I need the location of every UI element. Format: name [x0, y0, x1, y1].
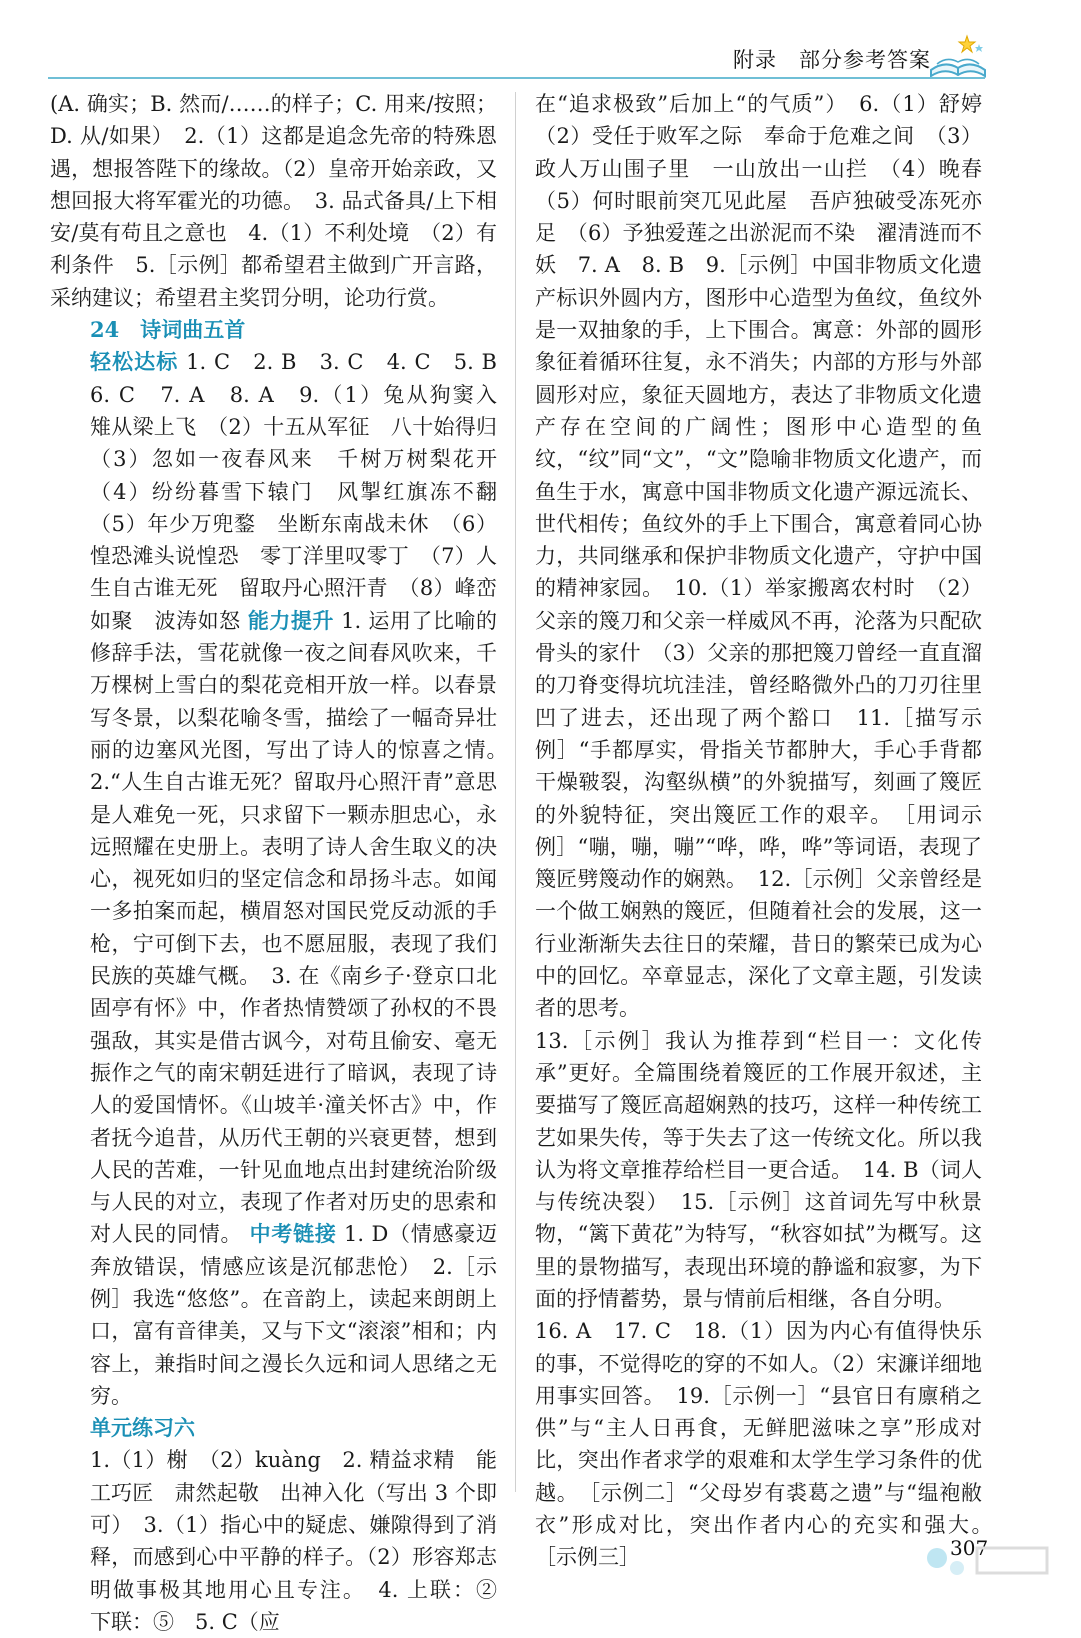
page-header	[0, 0, 1081, 90]
section-heading: 单元练习六	[90, 1415, 195, 1441]
watermark-logo-icon	[907, 1528, 1067, 1588]
answer-block: 在“追求极致”后加上“的气质”） 6.（1）舒婷 （2）受任于败军之际 奉命于危难之间 （3）政人万山围子里 一山放出一山拦 （4）晚春 （5）何时眼前突兀见此屋 吾庐独破受冻死亦足 （6）予独爱莲之出淤泥而不染 濯清涟而不妖 7. A 8. B 9.［示例］中国非物质文化遗产标识外圆内方，图形中心造型为鱼纹，鱼纹外是一双抽象的手，上下围合。寓意：外部的圆形象征着循环往复，永不消失；内部的方形与外部圆形对应，象征天圆地方，表达了非物质文化遗产存在空间的广阔性；图形中心造型的鱼纹，“纹”同“文”，“文”隐喻非物质文化遗产，而鱼生于水，寓意中国非物质文化遗产源远流长、世代相传；鱼纹外的手上下围合，寓意着同心协力，共同继承和保护非物质文化遗产，守护中国的精神家园。 10.（1）举家搬离农村时 （2）父亲的篾刀和父亲一样威风不再，沦落为只配砍骨头的家什 （3）父亲的那把篾刀曾经一直直溜的刀脊变得坑坑洼洼，曾经略微外凸的刀刃往里凹了进去，还出现了两个豁口 11.［描写示例］“手都厚实，骨指关节都肿大，手心手背都干燥皲裂，沟壑纵横”的外貌描写，刻画了篾匠的外貌特征，突出篾匠工作的艰辛。 ［用词示例］“嘣，嘣，嘣”“哗，哗，哗”等词语，表现了篾匠劈篾动作的娴熟。 12.［示例］父亲曾经是一个做工娴熟的篾匠，但随着社会的发展，这一行业渐渐失去往日的荣耀，昔日的繁荣已成为心中的回忆。卒章显志，深化了文章主题，引发读者的思考。	[535, 92, 1003, 1021]
answer-block: 1.（1）榭 （2）kuàng 2. 精益求精 能工巧匠 肃然起敬 出神入化（写出 3 个即可） 3.（1）指心中的疑虑、嫌隙得到了消释，而感到心中平静的样子。（2）形容郑志明做事极其地用心且专注。 4. 上联：② 下联：⑤ 5. C（应	[90, 1448, 518, 1634]
column-divider	[515, 92, 516, 1492]
book-icon	[927, 30, 989, 82]
section-tag: 轻松达标	[90, 349, 179, 375]
header-title: 附录 部分参考答案	[733, 48, 931, 72]
answer-block: 13.［示例］我认为推荐到“栏目一：文化传承”更好。全篇围绕着篾匠的工作展开叙述，主要描写了篾匠高超娴熟的技巧，这样一种传统工艺如果失传，等于失去了这一传统文化。所以我认为将文章推荐给栏目一更合适。 14. B（词人与传统决裂） 15.［示例］这首词先写中秋景物，“篱下黄花”为特写，“秋容如拭”为概写。这里的景物描写，表现出环境的静谧和寂寥，为下面的抒情蓄势，景与情前后相继，各自分明。	[535, 1028, 982, 1311]
answer-block: 轻松达标 1. C 2. B 3. C 4. C 5. B 6. C 7. A 8. A 9.（1）兔从狗窦入 雉从梁上飞 （2）十五从军征 八十始得归 （3）忽如一夜春风来 千树万树梨花开 （4）纷纷暮雪下辕门 风掣红旗冻不翻 （5）年少万兜鍪 坐断东南战未休 （6）惶恐滩头说惶恐 零丁洋里叹零丁 （7）人生自古谁无死 留取丹心照汗青 （8）峰峦如聚 波涛如怒 能力提升 1. 运用了比喻的修辞手法，雪花就像一夜之间春风吹来，千万棵树上雪白的梨花竞相开放一样。以春景写冬景，以梨花喻冬雪，描绘了一幅奇异壮丽的边塞风光图，写出了诗人的惊喜之情。 2.“人生自古谁无死？留取丹心照汗青”意思是人难免一死，只求留下一颗赤胆忠心，永远照耀在史册上。表明了诗人舍生取义的决心，视死如归的坚定信念和昂扬斗志。如闻一多拍案而起，横眉怒对国民党反动派的手枪，宁可倒下去，也不愿屈服，表现了我们民族的英雄气概。 3. 在《南乡子·登京口北固亭有怀》中，作者热情赞颂了孙权的不畏强敌，其实是借古讽今，对苟且偷安、毫无振作之气的南宋朝廷进行了暗讽，表现了诗人的爱国情怀。《山坡羊·潼关怀古》中，作者抚今追昔，从历代王朝的兴衰更替，想到人民的苦难，一针见血地点出封建统治阶级与人民的对立，表现了作者对历史的思索和对人民的同情。 中考链接 1. D（情感豪迈奔放错误，情感应该是沉郁悲怆） 2.［示例］我选“悠悠”。在音韵上，读起来朗朗上口，富有音律美，又与下文“滚滚”相和；内容上，兼指时间之漫长久远和词人思绪之无穷。	[90, 349, 518, 1408]
section-heading: 24 诗词曲五首	[90, 317, 246, 343]
answer-block: (A. 确实；B. 然而/……的样子；C. 用来/按照；D. 从/如果） 2.（1）这都是追念先帝的特殊恩遇，想报答陛下的缘故。（2）皇帝开始亲政，又想回报大将军霍光的功德。 3. 品式备具/上下相安/莫有苟且之意也 4.（1）不利处境 （2）有利条件 5.［示例］都希望君主做到广开言路，采纳建议；希望君主奖罚分明，论功行赏。	[50, 92, 497, 310]
section-tag: 中考链接	[249, 1221, 337, 1247]
left-column	[50, 88, 518, 1638]
right-column	[535, 88, 1003, 1574]
page-number: 307	[950, 1536, 989, 1560]
answer-block: 16. A 17. C 18.（1）因为内心有值得快乐的事，不觉得吃的穿的不如人。（2）宋濂详细地用事实回答。 19.［示例一］“县官日有廪稍之供”与“主人日再食，无鲜肥滋味之享”形成对比，突出作者求学的艰难和太学生学习条件的优越。 ［示例二］“父母岁有裘葛之遗”与“缊袍敝衣”形成对比，突出作者内心的充实和强大。 ［示例三］	[535, 1319, 1003, 1570]
header-rule	[48, 77, 985, 79]
section-tag: 能力提升	[247, 607, 334, 633]
